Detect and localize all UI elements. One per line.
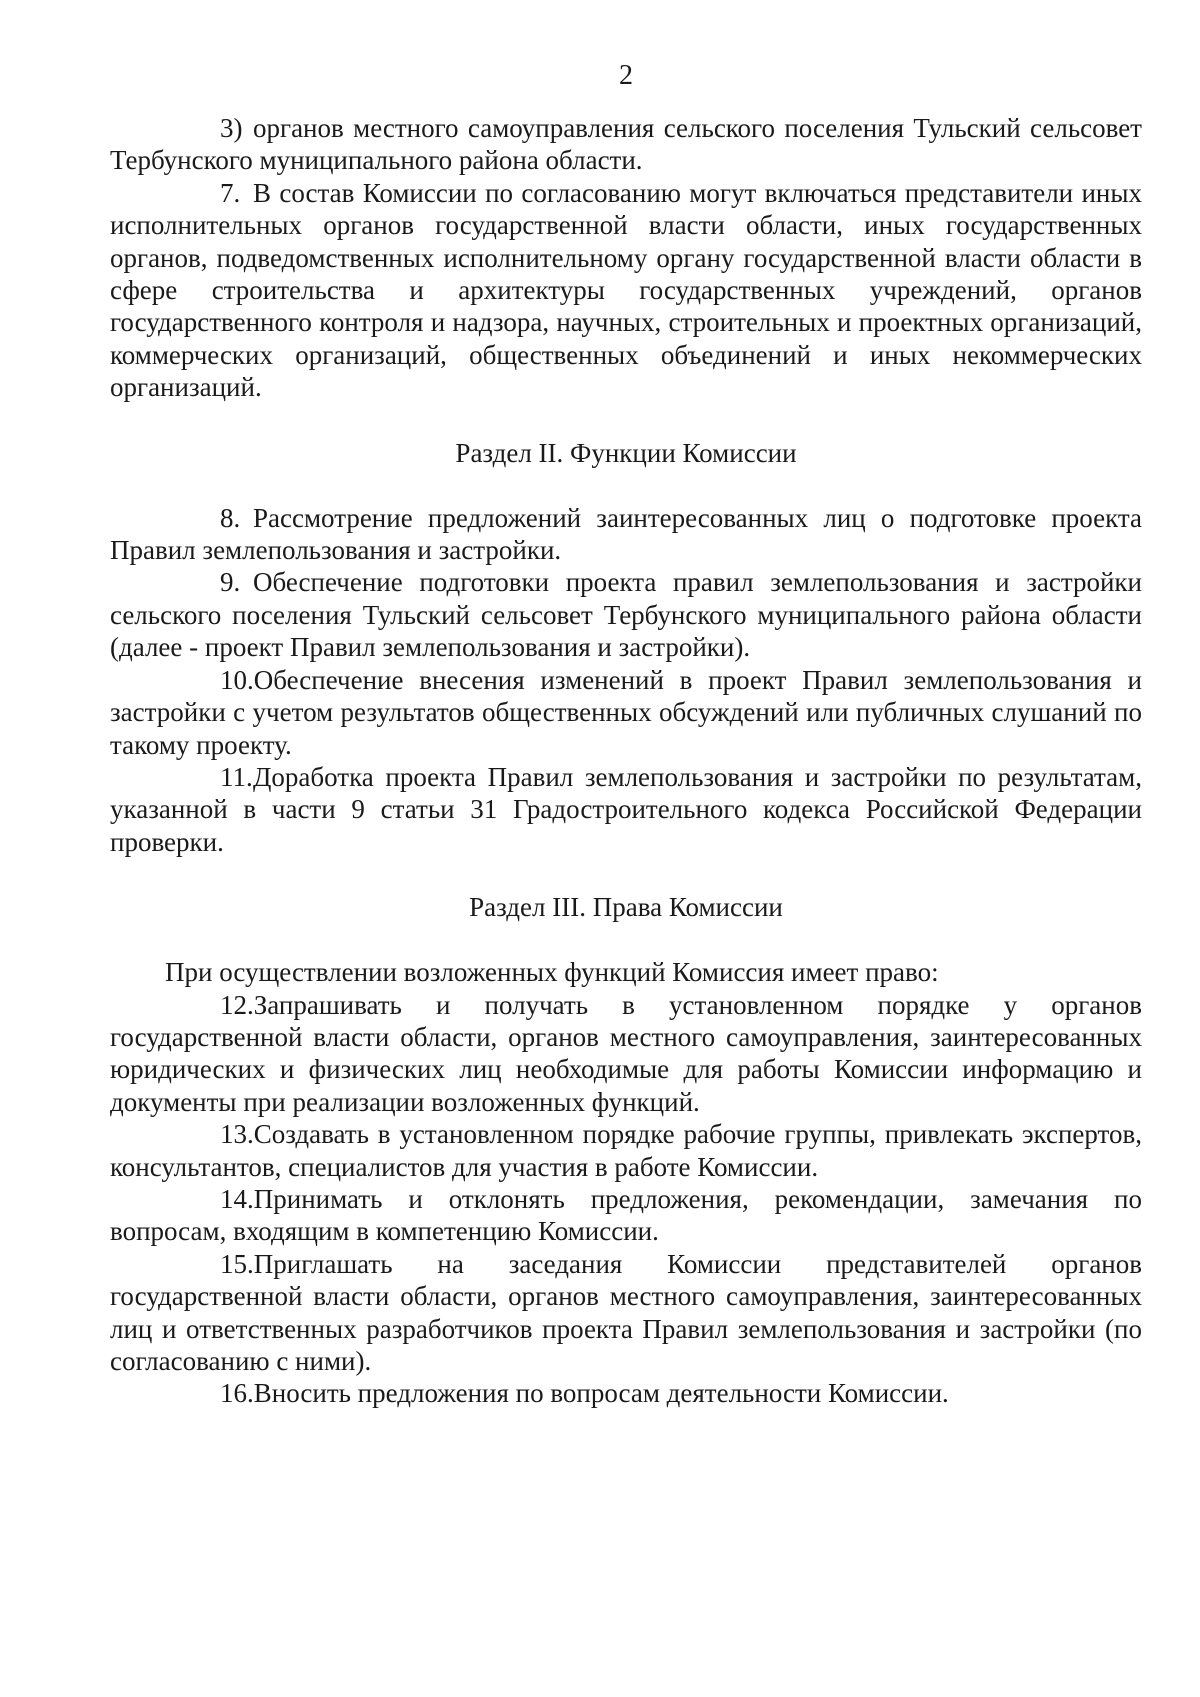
paragraph-text: органов местного самоуправления сельского поселения Тульский сельсовет Тербунского муниципального района области. xyxy=(110,113,1142,176)
paragraph-text: Принимать и отклонять предложения, рекомендации, замечания по вопросам, входящим в компетенцию Комиссии. xyxy=(110,1183,1142,1247)
paragraph-number: 15. xyxy=(220,1248,254,1279)
paragraph-15 xyxy=(110,1248,1142,1378)
paragraph-text: Обеспечение подготовки проекта правил землепользования и застройки сельского поселения Тульский сельсовет Тербунского муниципального района области (далее - проект Правил землепользования и застройки). xyxy=(110,567,1142,663)
paragraph-text: Вносить предложения по вопросам деятельности Комиссии. xyxy=(253,1378,949,1409)
section-2-title: Раздел II. Функции Комиссии xyxy=(455,437,797,468)
paragraph-text: Приглашать на заседания Комиссии представителей органов государственной власти области, органов местного самоуправления, заинтересованных лиц и ответственных разработчиков проекта Правил землепользования и застройки (по согласованию с ними). xyxy=(110,1248,1142,1376)
paragraph-text: В состав Комиссии по согласованию могут включаться представители иных исполнительных органов государственной власти области, иных государственных органов, подведомственных исполнительному органу государственной власти области в сфере строительства и архитектуры государственных учреждений, органов государственного контроля и надзора, научных, строительных и проектных организаций, коммерческих организаций, общественных объединений и иных некоммерческих организаций. xyxy=(110,177,1142,403)
section-3-intro: При осуществлении возложенных функций Комиссия имеет право: xyxy=(165,957,939,988)
paragraph-number: 16. xyxy=(220,1378,254,1409)
paragraph-number: 8. xyxy=(220,502,241,533)
paragraph-number: 10. xyxy=(220,664,254,695)
paragraph-text: Рассмотрение предложений заинтересованных лиц о подготовке проекта Правил землепользования и застройки. xyxy=(110,502,1142,566)
paragraph-number: 7. xyxy=(220,177,241,208)
paragraph-12 xyxy=(110,989,1142,1119)
paragraph-10 xyxy=(110,664,1142,761)
paragraph-number: 13. xyxy=(220,1119,254,1150)
paragraph-14 xyxy=(110,1183,1142,1248)
paragraph-7 xyxy=(110,177,1142,404)
paragraph-13 xyxy=(110,1118,1142,1183)
section-3-title: Раздел III. Права Комиссии xyxy=(469,892,783,923)
paragraph-number: 3) xyxy=(220,113,243,143)
paragraph-3 xyxy=(110,112,1142,177)
paragraph-number: 11. xyxy=(220,761,253,792)
paragraph-number: 9. xyxy=(220,567,241,598)
paragraph-number: 12. xyxy=(220,989,254,1020)
paragraph-16 xyxy=(110,1377,1142,1409)
page-number: 2 xyxy=(619,60,633,91)
paragraph-text: Доработка проекта Правил землепользования и застройки по результатам, указанной в части 9 статьи 31 Градостроительного кодекса Российской Федерации проверки. xyxy=(110,761,1142,857)
paragraph-text: Запрашивать и получать в установленном порядке у органов государственной власти области, органов местного самоуправления, заинтересованных юридических и физических лиц необходимые для работы Комиссии информацию и документы при реализации возложенных функций. xyxy=(110,989,1142,1117)
document-page xyxy=(110,60,1142,1410)
paragraph-text: Создавать в установленном порядке рабочие группы, привлекать экспертов, консультантов, специалистов для участия в работе Комиссии. xyxy=(110,1119,1142,1182)
paragraph-11 xyxy=(110,761,1142,858)
paragraph-text: Обеспечение внесения изменений в проект Правил землепользования и застройки с учетом результатов общественных обсуждений или публичных слушаний по такому проекту. xyxy=(110,664,1142,760)
paragraph-number: 14. xyxy=(220,1183,254,1214)
paragraph-9 xyxy=(110,566,1142,663)
paragraph-8 xyxy=(110,502,1142,567)
